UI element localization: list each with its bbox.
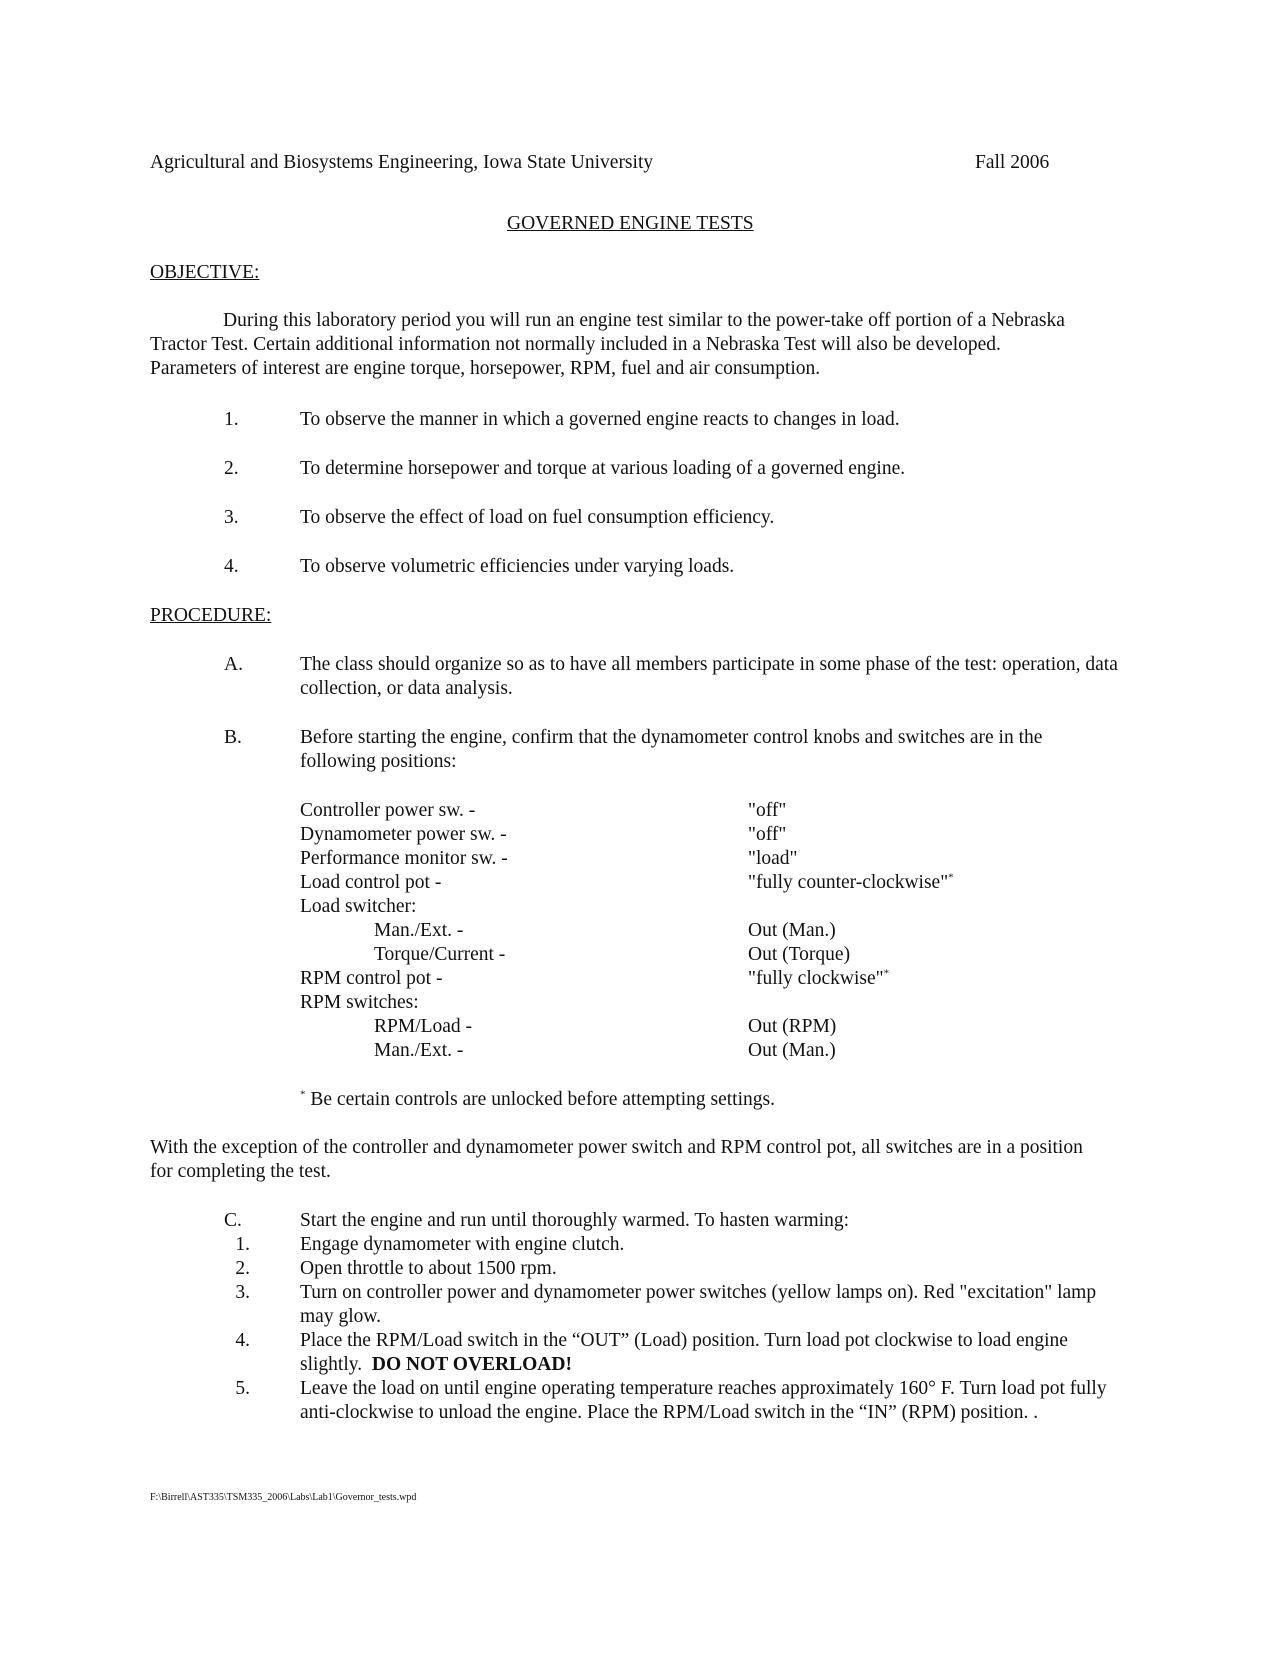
warming-step-number: 1. [235,1234,250,1255]
setting-value: "off" [748,824,787,845]
setting-value: "off" [748,800,787,821]
objective-heading: OBJECTIVE: [150,262,260,283]
objective-intro [150,309,1090,381]
warming-step-text: Engage dynamometer with engine clutch. [300,1234,625,1255]
objective-item-text: To determine horsepower and torque at various loading of a governed engine. [300,458,906,479]
setting-value [748,871,954,895]
footnote-marker: * [300,1088,306,1101]
warming-step-text-body: Place the RPM/Load switch in the “OUT” (Load) position. Turn load pot clockwise to load engine slightly. [300,1330,1068,1375]
objective-item-number: 4. [224,556,239,577]
setting-value: Out (RPM) [748,1016,837,1037]
warming-step-text: Open throttle to about 1500 rpm. [300,1258,557,1279]
overload-warning: DO NOT OVERLOAD! [371,1354,572,1375]
setting-group-label: Load switcher: [300,896,417,917]
procedure-step-letter: A. [224,654,243,675]
warming-step-number: 3. [235,1282,250,1303]
objective-intro-text: During this laboratory period you will run an engine test similar to the power-take off portion of a Nebraska Tractor Test. Certain additional information not normally included in a Nebraska Test will also be developed. Parameters of interest are engine torque, horsepower, RPM, fuel and air consumption. [150,310,1065,379]
setting-value: Out (Man.) [748,920,836,941]
setting-label: Man./Ext. - [374,1040,464,1061]
setting-label: RPM/Load - [374,1016,473,1037]
procedure-heading: PROCEDURE: [150,605,272,626]
footnote-text: Be certain controls are unlocked before attempting settings. [305,1089,775,1110]
term-header: Fall 2006 [975,152,1050,173]
setting-label: Man./Ext. - [374,920,464,941]
setting-label: Controller power sw. - [300,800,476,821]
procedure-step-letter: C. [224,1210,242,1231]
procedure-step-c-text: Start the engine and run until thoroughly warmed. To hasten warming: [300,1210,850,1231]
objective-item-number: 2. [224,458,239,479]
footnote-marker: * [883,967,890,980]
procedure-step-a-text: The class should organize so as to have all members participate in some phase of the test: operation, data collection, or data analysis. [300,654,1118,699]
procedure-step-b-text: Before starting the engine, confirm that the dynamometer control knobs and switches are in the following positions: [300,727,1043,772]
setting-label: Load control pot - [300,872,442,893]
warming-step-text [300,1329,1120,1377]
warming-step-text: Turn on controller power and dynamometer power switches (yellow lamps on). Red "excitation" lamp may glow. [300,1282,1097,1327]
institution-header: Agricultural and Biosystems Engineering, Iowa State University [150,152,654,173]
page-title: GOVERNED ENGINE TESTS [507,213,754,234]
file-path-footer: F:\Birrell\AST335\TSM335_2006\Labs\Lab1\Governor_tests.wpd [150,1492,417,1503]
objective-item-number: 1. [224,409,239,430]
setting-value: "load" [748,848,798,869]
warming-step-number: 5. [235,1378,250,1399]
setting-value-text: "fully counter-clockwise" [748,872,949,893]
setting-value: Out (Torque) [748,944,851,965]
settings-footnote [300,1088,775,1112]
setting-label: Torque/Current - [374,944,506,965]
warming-step-text: Leave the load on until engine operating temperature reaches approximately 160° F. Turn load pot fully anti-clockwise to unload the engine. Place the RPM/Load switch in the “IN” (RPM) position. . [300,1378,1107,1423]
setting-label: Performance monitor sw. - [300,848,508,869]
warming-step-number: 4. [235,1330,250,1351]
footnote-marker: * [948,871,954,884]
objective-item-text: To observe the effect of load on fuel consumption efficiency. [300,507,775,528]
warming-step-number: 2. [235,1258,250,1279]
setting-label: Dynamometer power sw. - [300,824,507,845]
setting-group-label: RPM switches: [300,992,419,1013]
setting-value [748,967,889,991]
setting-value-text: "fully clockwise" [748,968,884,989]
procedure-step-letter: B. [224,727,242,748]
setting-value: Out (Man.) [748,1040,836,1061]
objective-item-number: 3. [224,507,239,528]
setting-label: RPM control pot - [300,968,443,989]
exception-note: With the exception of the controller and dynamometer power switch and RPM control pot, all switches are in a position for completing the test. [150,1137,1083,1182]
objective-item-text: To observe volumetric efficiencies under varying loads. [300,556,735,577]
objective-item-text: To observe the manner in which a governed engine reacts to changes in load. [300,409,900,430]
